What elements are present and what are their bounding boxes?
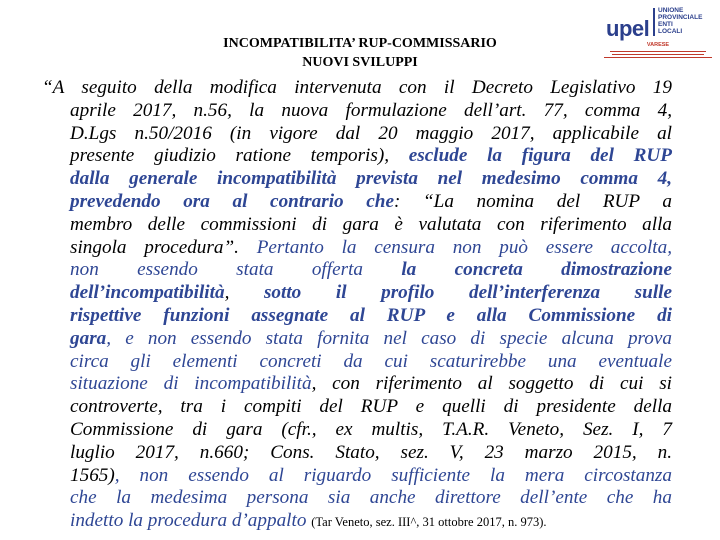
logo-divider — [653, 8, 655, 36]
text-line: circa gli elementi concreti da cui scaturirebbe una eventuale — [70, 350, 672, 372]
logo-side-text: UNIONE PROVINCIALE ENTI LOCALI — [658, 7, 703, 35]
text-line: gara, e non essendo stata fornita nel caso di specie alcuna prova — [70, 327, 672, 349]
citation: (Tar Veneto, sez. III^, 31 ottobre 2017, n. 973). — [311, 515, 547, 530]
text-line: situazione di incompatibilità, con riferimento al soggetto di cui si — [70, 373, 672, 395]
text-line: che la medesima persona sia anche direttore dell’ente che ha — [70, 487, 672, 509]
text-line: membro delle commissioni di gara è valutata con riferimento alla — [70, 213, 672, 235]
upel-logo — [600, 2, 716, 72]
text-line: indetto la procedura d’appalto (Tar Veneto, sez. III^, 31 ottobre 2017, n. 973). — [70, 510, 547, 532]
logo-subtitle: VARESE — [646, 42, 670, 48]
logo-fine-print — [600, 50, 716, 60]
text-line: Commissione di gara (cfr., ex multis, T.A.R. Veneto, Sez. I, 7 — [70, 418, 672, 440]
text-line: 1565), non essendo al riguardo sufficiente la mera circostanza — [70, 464, 672, 486]
highlight-line: rispettive funzioni assegnate al RUP e alla Commissione di — [70, 304, 672, 326]
highlight-text: esclude la figura del RUP — [408, 145, 672, 167]
logo-wordmark: upel — [606, 16, 650, 41]
highlight-line: dalla generale incompatibilità prevista nel medesimo comma 4, — [70, 168, 672, 190]
text-line: “A seguito della modifica intervenuta con il Decreto Legislativo 19 — [42, 77, 672, 98]
text-line: presente giudizio ratione temporis), esclude la figura del RUP — [70, 145, 672, 167]
text-line: aprile 2017, n.56, la nuova formulazione dell’art. 77, comma 4, — [70, 99, 672, 121]
quoted-ruling — [42, 77, 672, 534]
text-line: luglio 2017, n.660; Cons. Stato, sez. V, 23 marzo 2015, n. — [70, 441, 672, 463]
title-line-1: INCOMPATIBILITA’ RUP-COMMISSARIO — [223, 36, 497, 51]
text-line: prevedendo ora al contrario che: “La nomina del RUP a — [70, 190, 673, 212]
text-line: controverte, tra i compiti del RUP e quelli di presidente della — [70, 396, 672, 418]
text-line: singola procedura”. Pertanto la censura non può essere accolta, — [70, 236, 672, 258]
text-line: D.Lgs n.50/2016 (in vigore dal 20 maggio 2017, applicabile al — [70, 122, 672, 144]
text-line: non essendo stata offerta la concreta dimostrazione — [70, 259, 672, 281]
title-line-2: NUOVI SVILUPPI — [302, 55, 418, 70]
slide-title — [150, 34, 570, 72]
text-line: dell’incompatibilità, sotto il profilo dell’interferenza sulle — [70, 282, 672, 304]
